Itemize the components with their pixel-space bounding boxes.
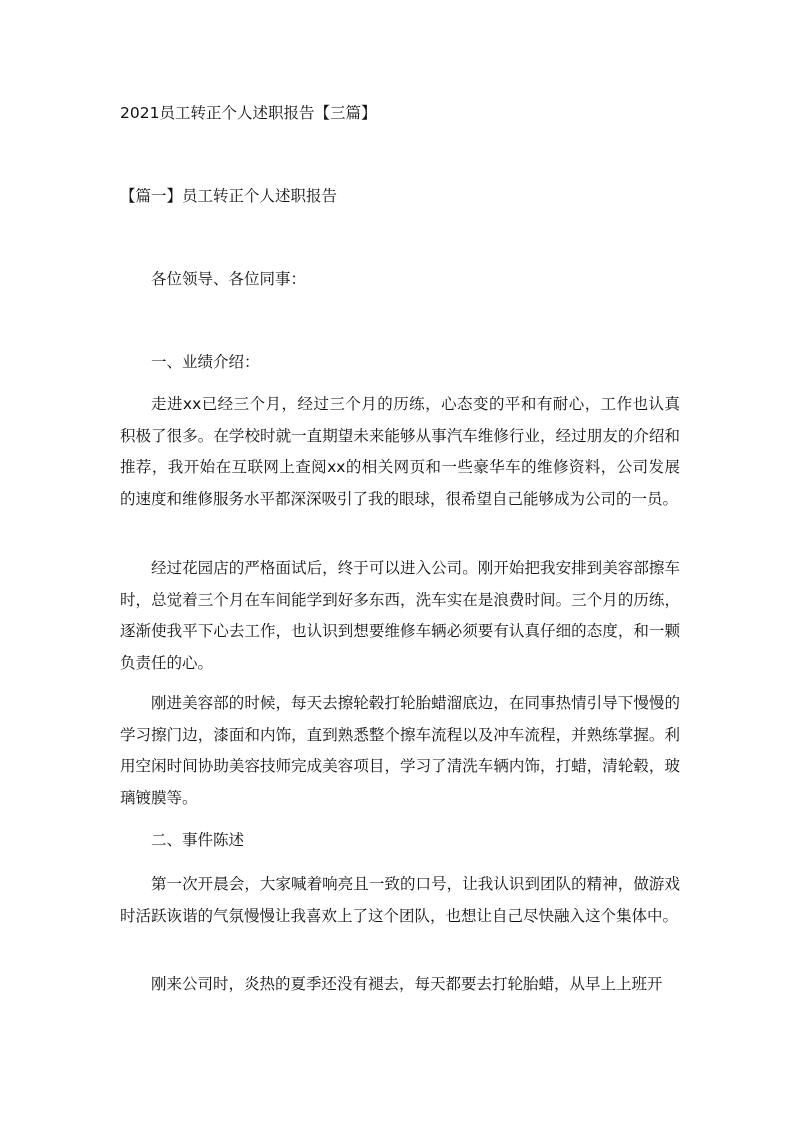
heading-events: 二、事件陈述: [151, 831, 245, 849]
paragraph-summer: 刚来公司时，炎热的夏季还没有褪去，每天都要去打轮胎蜡，从早上上班开: [151, 975, 663, 993]
paragraph-interview: 经过花园店的严格面试后，终于可以进入公司。刚开始把我安排到美容部擦车时，总觉着三个月在车间能学到好多东西，洗车实在是浪费时间。三个月的历练，逐渐使我平下心去工作，也认识到想要维修车辆必须要有认真仔细的态度，和一颗负责任的心。: [120, 559, 680, 672]
paragraph-beauty-department: 刚进美容部的时候，每天去擦轮毂打轮胎蜡溜底边，在同事热情引导下慢慢的学习擦门边，漆面和内饰，直到熟悉整个擦车流程以及冲车流程，并熟练掌握。利用空闲时间协助美容技师完成美容项目，学习了清洗车辆内饰，打蜡，清轮毂，玻璃镀膜等。: [120, 694, 680, 807]
section-heading: 【篇一】员工转正个人述职报告: [120, 187, 338, 205]
greeting: 各位领导、各位同事：: [151, 270, 307, 288]
heading-performance: 一、业绩介绍：: [151, 353, 260, 371]
paragraph-intro: 走进xx已经三个月，经过三个月的历练，心态变的平和有耐心，工作也认真积极了很多。在学校时就一直期望未来能够从事汽车维修行业，经过朋友的介绍和推荐，我开始在互联网上查阅xx的相关网页和一些豪华车的维修资料，公司发展的速度和维修服务水平都深深吸引了我的眼球，很希望自己能够成为公司的一员。: [120, 395, 680, 508]
document-title: 2021员工转正个人述职报告【三篇】: [120, 104, 377, 122]
paragraph-morning-meeting: 第一次开晨会，大家喊着响亮且一致的口号，让我认识到团队的精神，做游戏时活跃诙谐的气氛慢慢让我喜欢上了这个团队，也想让自己尽快融入这个集体中。: [120, 875, 680, 925]
